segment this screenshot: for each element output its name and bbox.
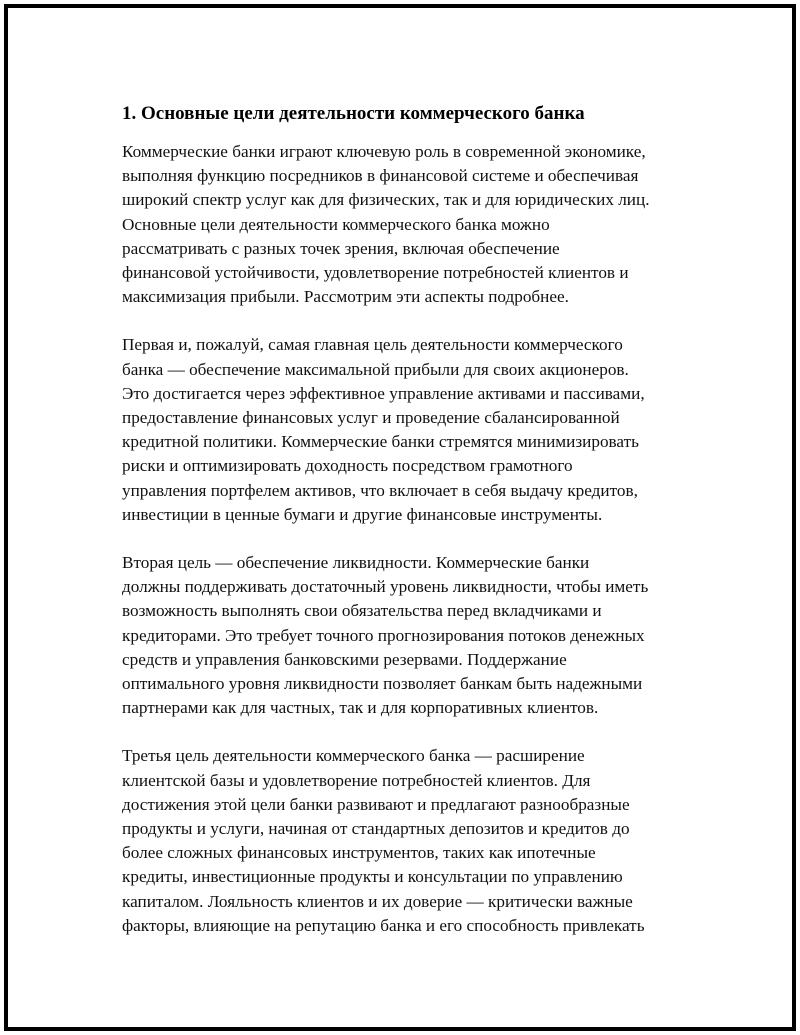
paragraph-4: Третья цель деятельности коммерческого банка — расширение клиентской базы и удовлетворение потребностей клиентов. Для достижения этой цели банки развивают и предлагают разнообразные продукты и услуги, начиная от стандартных депозитов и кредитов до более сложных финансовых инструментов, таких как ипотечные кредиты, инвестиционные продукты и консультации по управлению капиталом. Лояльность клиентов и их доверие — критически важные факторы, влияющие на репутацию банка и его способность привлекать	[122, 746, 645, 935]
section-heading: 1. Основные цели деятельности коммерческого банка	[122, 103, 585, 124]
paragraph-3: Вторая цель — обеспечение ликвидности. Коммерческие банки должны поддерживать достаточный уровень ликвидности, чтобы иметь возможность выполнять свои обязательства перед вкладчиками и кредиторами. Это требует точного прогнозирования потоков денежных средств и управления банковскими резервами. Поддержание оптимального уровня ликвидности позволяет банкам быть надежными партнерами как для частных, так и для корпоративных клиентов.	[122, 553, 649, 718]
paragraph-1: Коммерческие банки играют ключевую роль в современной экономике, выполняя функцию посредников в финансовой системе и обеспечивая широкий спектр услуг как для физических, так и для юридических лиц. Основные цели деятельности коммерческого банка можно рассматривать с разных точек зрения, включая обеспечение финансовой устойчивости, удовлетворение потребностей клиентов и максимизация прибыли. Рассмотрим эти аспекты подробнее.	[122, 142, 650, 307]
paragraph-2: Первая и, пожалуй, самая главная цель деятельности коммерческого банка — обеспечение максимальной прибыли для своих акционеров. Это достигается через эффективное управление активами и пассивами, предоставление финансовых услуг и проведение сбалансированной кредитной политики. Коммерческие банки стремятся минимизировать риски и оптимизировать доходность посредством грамотного управления портфелем активов, что включает в себя выдачу кредитов, инвестиции в ценные бумаги и другие финансовые инструменты.	[122, 335, 645, 524]
document-content	[122, 100, 692, 962]
page-frame	[4, 4, 796, 1031]
